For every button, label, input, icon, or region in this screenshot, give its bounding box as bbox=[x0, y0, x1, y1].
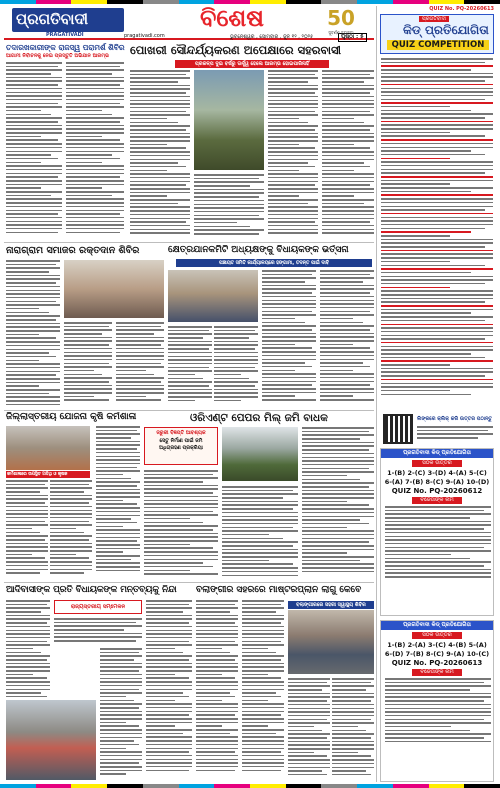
divider bbox=[4, 410, 374, 411]
page-number: ପୃଷ୍ଠା : ୫ bbox=[338, 33, 367, 42]
story3-body bbox=[6, 260, 60, 408]
logo-subtitle: PRAGATIVADI bbox=[46, 32, 84, 38]
story1-kicker[interactable]: ତଦାରଖକାରୀଙ୍କ ରାଜସ୍ୱ ପରାମର୍ଶ ଶିବିର bbox=[6, 43, 125, 52]
story3-headline[interactable]: ନାରାଗ୍ରାମ ସମାଜର ରକ୍ତଦାନ ଶିବିର bbox=[6, 245, 140, 256]
quiz-number-strip: QUIZ No. PQ-20260613 bbox=[429, 6, 494, 12]
story2-banner: ପ୍ରକଳ୍ପ ଦୁଇ ବର୍ଷରୁ ଊର୍ଦ୍ଧ୍ୱ ହେଲେ ଆରମ୍ଭ ହୋଇପାରିନାହିଁ bbox=[175, 60, 329, 68]
quiz-answer-box-1: ପ୍ରଗତିବାଦୀ କିଡ୍ ପ୍ରତିଯୋଗିତା ସଠିକ ଉତ୍ତର 1-(B) 2-(C) 3-(D) 4-(A) 5-(C) 6-(A) 7-(B) 8-(C) 9-(A) 10-(D) QUIZ No. PQ-20260612 ବିଜେତାଙ୍କ ନାମ bbox=[380, 448, 494, 616]
section-title: ବିଶେଷ bbox=[200, 4, 264, 32]
story3-photo[interactable] bbox=[64, 260, 164, 318]
story5-photo[interactable] bbox=[6, 426, 90, 470]
story2-headline[interactable]: ପୋଖରୀ ସୌନ୍ଦର୍ଯ୍ୟକରଣ ଅପେକ୍ଷାରେ ସହରବାସୀ bbox=[130, 43, 341, 57]
story8-body bbox=[196, 600, 238, 782]
divider bbox=[4, 582, 374, 583]
answer-sequence: 1-(B) 2-(C) 3-(D) 4-(A) 5-(C) 6-(A) 7-(B) 8-(C) 9-(A) 10-(D) bbox=[384, 469, 490, 486]
story5-body bbox=[6, 480, 48, 580]
story7-headline[interactable]: ଆଦିବାସୀଙ୍କ ପ୍ରତି ବିଧାୟକଙ୍କ ମନ୍ତବ୍ୟକୁ ନିନ୍ଦା bbox=[6, 585, 177, 595]
story4-headline[interactable]: କ୍ଷେତ୍ରଯାନକମିଟି ଅଧ୍ୟକ୍ଷଙ୍କୁ ବିଧାୟକଙ୍କ ଭର୍ତ୍ସନା bbox=[168, 245, 349, 255]
story8-headline[interactable]: ବଲାଙ୍ଗୀର ସହରରେ ମାଷ୍ଟରପ୍ଲାନ ଲାଗୁ କେବେ bbox=[196, 585, 362, 595]
story9-caption: ବଲାଙ୍ଗୀରରେ ସହରୀ ସ୍ୱାସ୍ଥ୍ୟ ଶିବିର bbox=[288, 601, 374, 609]
story2-photo[interactable] bbox=[194, 70, 264, 170]
story7-infobox: ରାଜ୍ୟସ୍ତରୀୟ ସମ୍ମେଳନ bbox=[54, 600, 142, 614]
anniversary-emblem: 50 ସୁବର୍ଣ୍ଣ ଜୟନ୍ତୀ bbox=[327, 6, 355, 35]
newspaper-logo[interactable]: ପ୍ରଗତିବାଦୀ bbox=[12, 8, 124, 32]
answer-quiz-number-2: QUIZ No. PQ-20260613 bbox=[391, 659, 483, 667]
story6-headline[interactable]: ଓରିଏଣ୍ଟ ପେପର ମିଲ୍ ଜମି ବାଧକ bbox=[190, 412, 328, 424]
quiz-banner: QUIZ COMPETITION bbox=[387, 40, 489, 50]
answer-sequence-2: 1-(B) 2-(A) 3-(C) 4-(B) 5-(A) 6-(D) 7-(B) 8-(C) 9-(A) 10-(C) bbox=[384, 641, 490, 658]
color-registration-strip-bottom bbox=[0, 784, 500, 788]
qr-code-icon[interactable] bbox=[383, 414, 413, 444]
quiz-answer-box-2: ପ୍ରଗତିବାଦୀ କିଡ୍ ପ୍ରତିଯୋଗିତା ସଠିକ ଉତ୍ତର 1-(B) 2-(A) 3-(C) 4-(B) 5-(A) 6-(D) 7-(B) 8-(C) 9-(A) 10-(C) QUIZ No. PQ-20260613 ବିଜେତାଙ୍କ ନାମ bbox=[380, 620, 494, 782]
quiz-questions bbox=[381, 58, 493, 410]
quiz-instructions: ଲିଙ୍କରେ କ୍ଲିକ୍ କରି ଉତ୍ତର ପଠାନ୍ତୁ bbox=[417, 416, 492, 422]
divider bbox=[4, 242, 374, 243]
story4-banner: ପଞ୍ଚାୟତ ସମିତି କାର୍ଯ୍ୟାଳୟରେ ହଙ୍ଗାମା, ତଦନ୍ତ ପାଇଁ ଦାବି bbox=[176, 259, 372, 267]
story4-photo[interactable] bbox=[168, 270, 258, 322]
story2-body bbox=[130, 70, 190, 240]
story9-photo[interactable] bbox=[288, 610, 374, 674]
quiz-header: ପ୍ରଗତିବାଦୀ କିଡ୍ ପ୍ରତିଯୋଗିତା QUIZ COMPETITION bbox=[380, 14, 494, 54]
masthead bbox=[4, 6, 374, 40]
story5-headline[interactable]: ଜିଲ୍ଲାସ୍ତରୀୟ ଯୋଜନା କୃଷି କର୍ମଶାଳା bbox=[6, 412, 137, 422]
dateline: ଭୁବନେଶ୍ୱର , ସୋମବାର , ଜୁନ ୧୨ , ୨୦୨୫ bbox=[230, 34, 314, 40]
quiz-column bbox=[376, 6, 496, 782]
story1-subhead: ଆଗାମୀ ନିର୍ବାଚନକୁ ନେଇ ପ୍ରସ୍ତୁତି ଅଭିଯାନ ଆରମ୍ଭ bbox=[6, 53, 109, 59]
quiz-title: କିଡ୍ ପ୍ରତିଯୋଗିତା bbox=[403, 23, 489, 37]
story6-photo[interactable] bbox=[222, 427, 298, 481]
story7-photo[interactable] bbox=[6, 700, 96, 780]
story6-infobox: ଜରୁରୀ ବିଜ୍ଞପ୍ତି ଆବଶ୍ୟକ ସେତୁ ନିର୍ମାଣ ପାଇଁ ଜମି ଅଧିଗ୍ରହଣ ପ୍ରକ୍ରିୟା bbox=[144, 427, 218, 465]
story5-caption: କର୍ମଶାଳାରେ ଉପସ୍ଥିତ ଅତିଥି ଓ କୃଷକ bbox=[6, 471, 90, 478]
website-url[interactable]: pragativadi.com bbox=[124, 33, 165, 39]
story1-body bbox=[6, 62, 62, 240]
answer-quiz-number: QUIZ No. PQ-20260612 bbox=[391, 487, 483, 495]
